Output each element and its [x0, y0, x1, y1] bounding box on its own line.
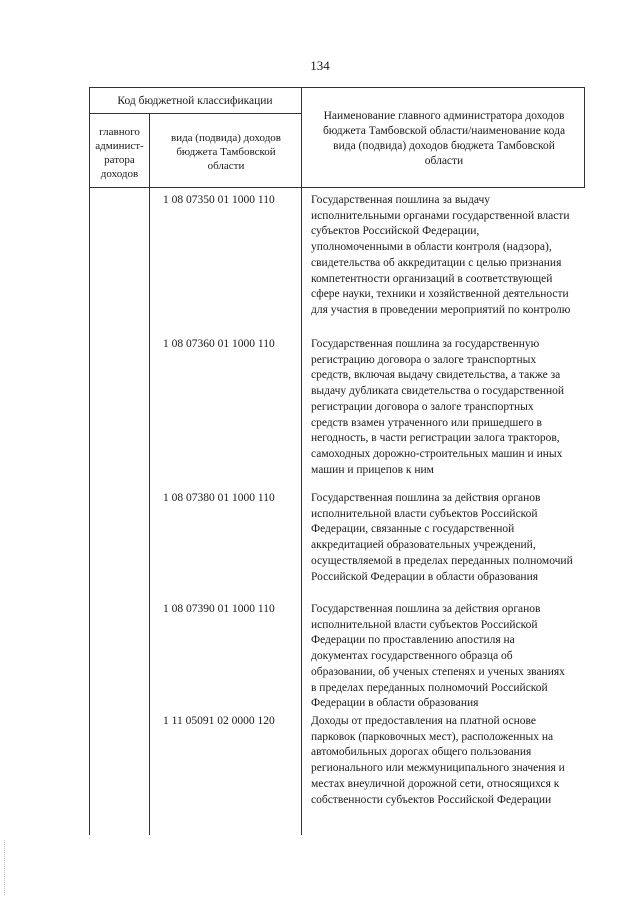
classification-subheader-divider — [89, 113, 301, 114]
table-left-border — [89, 87, 90, 835]
table-right-border — [584, 87, 585, 187]
row-4-code: 1 08 07390 01 1000 110 — [163, 603, 275, 615]
row-1-description: Государственная пошлина за выдачу исполнительными органами государственной власти субъектов Российской Федерации, уполномоченными в области контроля (надзора), свидетельства об аккредитации с целью признания компетентности организаций в соответствующей сфере науки, техники и хозяйственной деятельности для участия в проведении мероприятий по контролю — [311, 194, 571, 316]
row-5-code: 1 11 05091 02 0000 120 — [163, 715, 275, 727]
kind-column-header: вида (подвида) доходов бюджета Тамбовской области — [171, 132, 281, 172]
header-bottom-border — [89, 187, 585, 188]
row-4-description: Государственная пошлина за действия органов исполнительной власти субъектов Российской Федерации по проставлению апостиля на документах государственного образца об образовании, об ученых степенях и ученых званиях в пределах переданных полномочий Российской Федерации в области образования — [311, 603, 565, 710]
row-3-code: 1 08 07380 01 1000 110 — [163, 492, 275, 504]
page-number: 134 — [310, 58, 330, 73]
row-2-description: Государственная пошлина за государственную регистрацию договора о залоге транспортных средств, включая выдачу свидетельства, а также за выдачу дубликата свидетельства о государственной регистрации договора о залоге транспортных средств взамен утраченного или пришедшего в негодность, в части регистрации залога тракторов, самоходных дорожно-строительных машин и иных машин и прицепов к ним — [311, 338, 565, 476]
classification-title: Код бюджетной классификации — [117, 95, 273, 107]
margin-scan-marks — [4, 840, 7, 895]
table-top-border — [89, 87, 585, 88]
name-column-header: Наименование главного администратора доходов бюджета Тамбовской области/наименование кода вида (подвида) доходов бюджета Тамбовской области — [322, 110, 566, 167]
admin-kind-column-divider — [149, 113, 150, 835]
admin-column-header: главного админист-ратора доходов — [95, 126, 144, 180]
row-2-code: 1 08 07360 01 1000 110 — [163, 338, 275, 350]
code-name-column-divider — [301, 87, 302, 835]
row-3-description: Государственная пошлина за действия органов исполнительной власти субъектов Российской Федерации, связанные с государственной аккредитацией образовательных учреждений, осуществляемой в пределах переданных полномочий Российской Федерации в области образования — [311, 492, 573, 583]
row-5-description: Доходы от предоставления на платной основе парковок (парковочных мест), расположенных на автомобильных дорогах общего пользования регионального или межмуниципального значения и местах внеуличной дорожной сети, относящихся к собственности субъектов Российской Федерации — [311, 715, 565, 806]
budget-classification-table — [89, 87, 585, 835]
row-1-code: 1 08 07350 01 1000 110 — [163, 194, 275, 206]
